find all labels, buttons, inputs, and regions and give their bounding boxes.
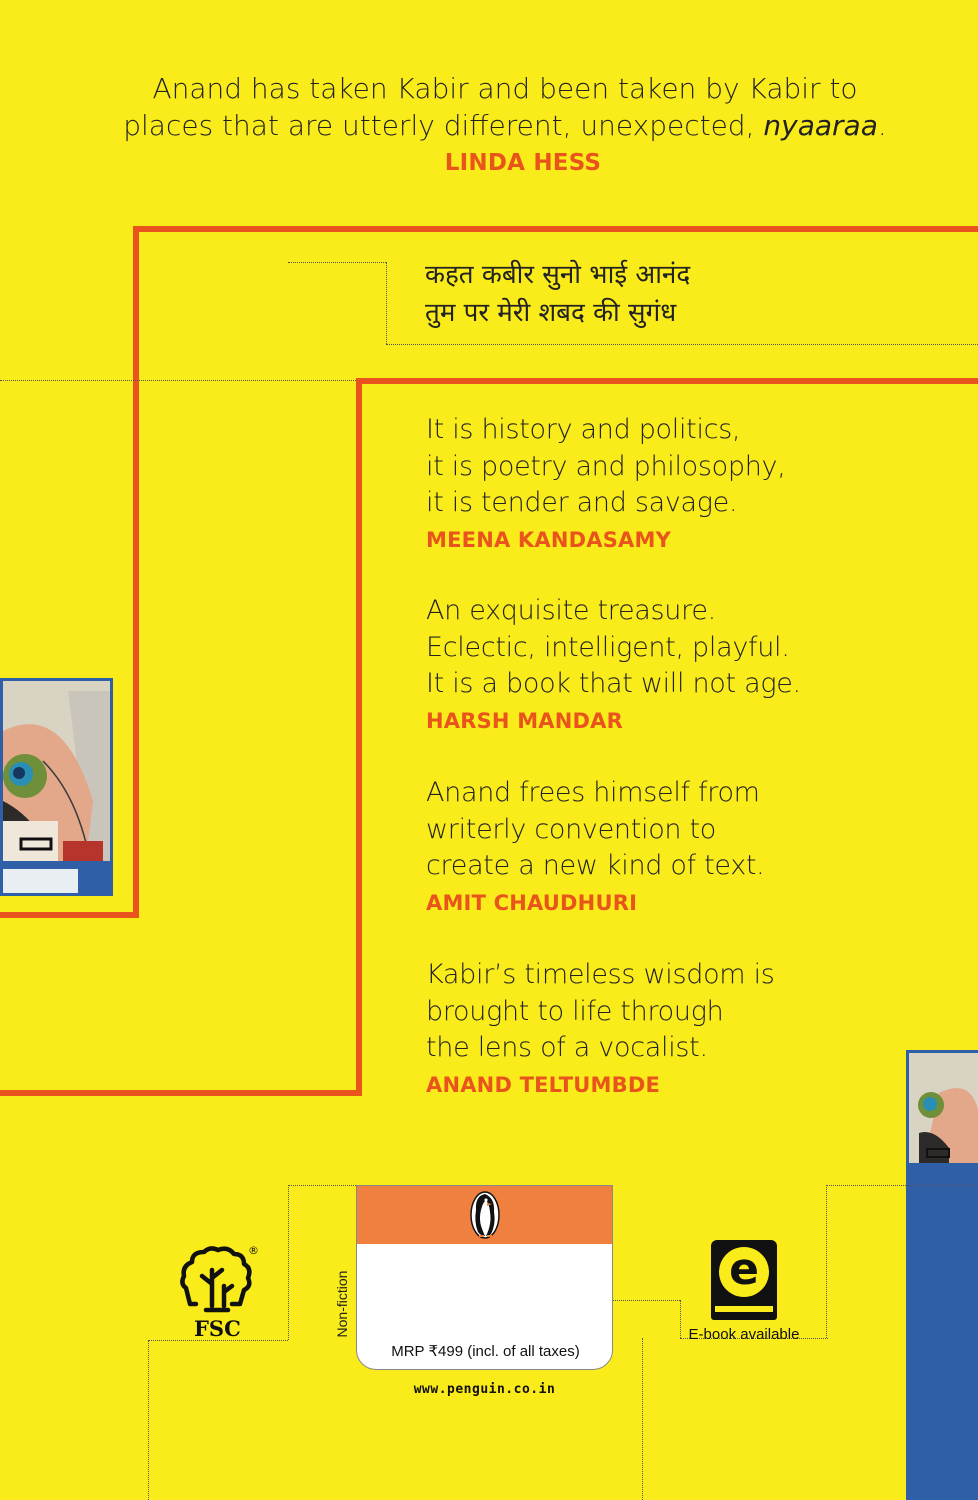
- ebook-page-strip: [715, 1306, 773, 1312]
- website-text: www.penguin.co.in: [413, 1382, 556, 1397]
- cover-painting-fragment-small: [906, 1050, 978, 1500]
- orange-line-middle: [356, 378, 978, 384]
- painting-illustration: [3, 681, 113, 896]
- blurb-line: Eclectic, intelligent, playful.: [426, 631, 790, 663]
- dotted-guide: [288, 262, 386, 263]
- ebook-label: E-book available: [688, 1326, 800, 1343]
- blurb-line: it is tender and savage.: [426, 487, 738, 518]
- price-text: MRP ₹499 (incl. of all taxes): [391, 1343, 580, 1360]
- dotted-guide: [612, 1300, 680, 1301]
- blurb-2: [426, 593, 801, 733]
- top-quote: [0, 70, 978, 144]
- dotted-guide: [288, 1185, 289, 1340]
- dotted-guide: [288, 1185, 356, 1186]
- hindi-verse-line-2: तुम पर मेरी शबद की सुगंध: [425, 298, 677, 328]
- blurb-author: MEENA KANDASAMY: [426, 527, 671, 552]
- cover-painting-fragment: [0, 678, 113, 896]
- ebook-icon: [711, 1240, 777, 1320]
- blurb-author: HARSH MANDAR: [426, 708, 623, 733]
- top-quote-line-1: Anand has taken Kabir and been taken by Kabir to: [152, 72, 858, 105]
- top-quote-italic-word: nyaaraa: [763, 109, 878, 142]
- blurb-4: [426, 957, 775, 1097]
- dotted-guide: [386, 344, 978, 345]
- blurb-line: An exquisite treasure.: [426, 595, 716, 626]
- orange-line-top: [133, 226, 978, 232]
- top-quote-period: .: [877, 109, 887, 142]
- hindi-verse: [425, 256, 690, 332]
- blurb-line: brought to life through: [426, 995, 724, 1027]
- blurb-line: the lens of a vocalist.: [426, 1032, 708, 1063]
- orange-line-left: [133, 226, 139, 918]
- dotted-guide: [386, 262, 387, 344]
- blurb-line: create a new kind of text.: [426, 850, 765, 881]
- blurb-3: [426, 775, 764, 915]
- blurb-author: AMIT CHAUDHURI: [426, 890, 638, 915]
- blurb-line: it is poetry and philosophy,: [426, 450, 786, 482]
- fsc-registered-mark: ®: [248, 1244, 259, 1257]
- dotted-guide: [0, 380, 356, 381]
- blurb-line: Kabir’s timeless wisdom is: [426, 959, 775, 990]
- top-quote-line-2-text: places that are utterly different, unexpected,: [123, 109, 764, 142]
- top-quote-line-2: [0, 107, 978, 144]
- dotted-guide: [148, 1340, 149, 1500]
- dotted-guide: [680, 1300, 681, 1338]
- blurb-1: [426, 412, 786, 552]
- penguin-logo-icon: [469, 1190, 501, 1240]
- fsc-label: FSC: [194, 1316, 241, 1341]
- fsc-logo: [178, 1246, 260, 1344]
- top-quote-author: LINDA HESS: [444, 150, 602, 176]
- orange-line-bottom-inner: [0, 1090, 362, 1096]
- fsc-tree-icon: [178, 1246, 258, 1314]
- blurb-line: It is a book that will not age.: [426, 668, 801, 699]
- dotted-guide: [642, 1338, 643, 1500]
- ebook-letter: e: [729, 1244, 759, 1295]
- blurb-author: ANAND TELTUMBDE: [426, 1072, 661, 1097]
- blurb-line: Anand frees himself from: [426, 777, 760, 808]
- dotted-guide: [826, 1185, 827, 1338]
- category-label: Non-fiction: [334, 1270, 350, 1338]
- price-label-box: [356, 1185, 613, 1370]
- blurb-line: writerly convention to: [426, 813, 717, 845]
- orange-line-bottom-left: [0, 912, 139, 918]
- orange-line-inner: [356, 378, 362, 1096]
- hindi-verse-line-1: कहत कबीर सुनो भाई आनंद: [425, 260, 691, 290]
- painting-illustration-small: [909, 1053, 978, 1500]
- dotted-guide: [826, 1185, 978, 1186]
- blurb-line: It is history and politics,: [426, 414, 741, 445]
